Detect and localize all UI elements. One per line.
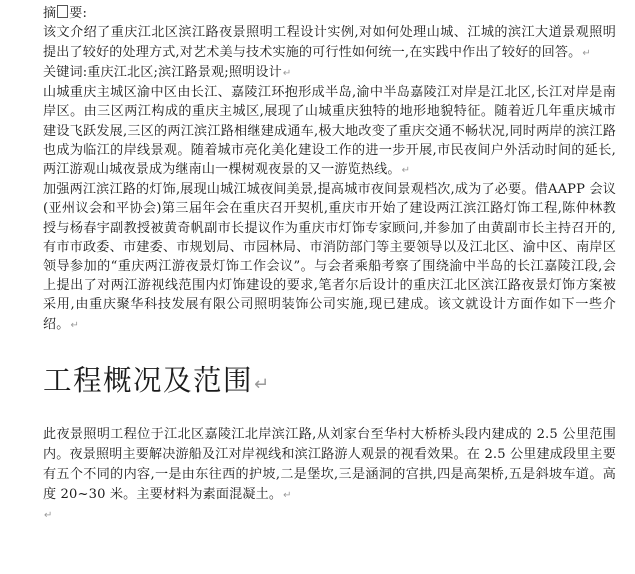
- abstract-label-end: 要:: [69, 6, 88, 21]
- section-text-1: 此夜景照明工程位于江北区嘉陵江北岸滨江路,从刘家台至华村大桥桥头段内建成的 2.5 公里范围内。夜景照明主要解决游船及江对岸视线和滨江路游人观景的视看效果。在 2.5 公里建成段里主要有五个不同的内容,一是由东往西的护坡,二是堡坎,三是涵洞的宫拱,四是高架桥,五是斜坡车道。高度 20~30 米。主要材料为素面混凝土。: [43, 426, 616, 502]
- empty-paragraph: [43, 505, 616, 525]
- paragraph-mark-icon: ↵: [254, 373, 271, 395]
- section-heading: [43, 361, 616, 405]
- paragraph-mark-icon: ↵: [582, 47, 591, 59]
- paragraph-mark-icon: ↵: [283, 489, 292, 501]
- missing-glyph-box: [57, 5, 68, 18]
- paragraph-mark-icon: ↵: [70, 319, 80, 331]
- document-body: [43, 4, 616, 526]
- keywords-paragraph: [43, 63, 616, 83]
- abstract-label: 摘: [43, 6, 57, 21]
- abstract-text: 该文介绍了重庆江北区滨江路夜景照明工程设计实例,对如何处理山城、江城的滨江大道景观照明提出了较好的处理方式,对艺术美与技术实施的可行性如何统一,在实践中作出了较好的回答。: [43, 25, 616, 60]
- intro-paragraph-1: [43, 83, 616, 180]
- section-heading-text: 工程概况及范围: [43, 363, 254, 397]
- intro-paragraph-2: [43, 180, 616, 335]
- intro-text-1: 山城重庆主城区渝中区由长江、嘉陵江环抱形成半岛,渝中半岛嘉陵江对岸是江北区,长江对岸是南岸区。由三区两江构成的重庆主城区,展现了山城重庆独特的地形地貌特征。随着近几年重庆城市建设飞跃发展,三区的两江滨江路相继建成通车,极大地改变了重庆交通不畅状况,同时两岸的滨江路也成为临江的岸线景观。随着城市亮化美化建设工作的进一步开展,市民夜间户外活动时间的延长,两江游观山城夜景成为继南山一棵树观夜景的又一游览热线。: [43, 85, 616, 177]
- paragraph-mark-icon: ↵: [44, 510, 53, 522]
- paragraph-mark-icon: ↵: [282, 67, 292, 79]
- paragraph-mark-icon: ↵: [401, 165, 411, 176]
- abstract-paragraph: [43, 4, 616, 63]
- keywords-text: 关键词:重庆江北区;滨江路景观;照明设计: [43, 64, 282, 80]
- section-paragraph-1: [43, 425, 616, 506]
- intro-text-2: 加强两江滨江路的灯饰,展现山城江城夜间美景,提高城市夜间景观档次,成为了必要。借AAPP 会议(亚州议会和平协会)第三届年会在重庆召开契机,重庆市开始了建设两江滨江路灯饰工程,陈仲林教授与杨春宇副教授被黄奇帆副市长提议作为重庆市灯饰专家顾问,并参加了由黄副市长主持召开的,有市市政委、市建委、市规划局、市园林局、市消防部门等主要领导以及江北区、渝中区、南岸区领导参加的“重庆两江游夜景灯饰工作会议”。与会者乘船考察了围绕渝中半岛的长江嘉陵江段,会上提出了对两江游视线范围内灯饰建设的要求,笔者尔后设计的重庆江北区滨江路夜景灯饰方案被采用,由重庆聚华科技发展有限公司照明装饰公司实施,现已建成。该文就设计方面作如下一些介绍。: [43, 182, 616, 332]
